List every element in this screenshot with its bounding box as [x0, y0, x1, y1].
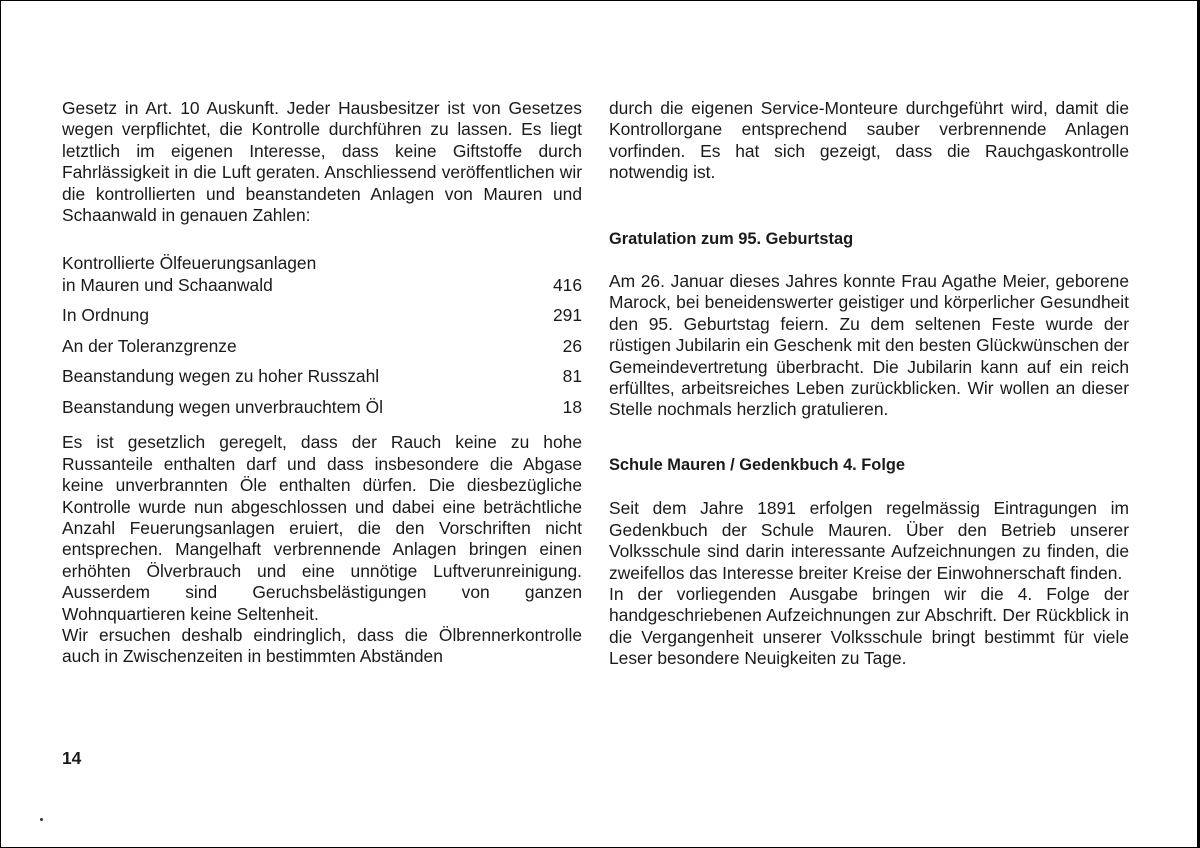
row-value: 81	[562, 366, 582, 387]
left-column	[62, 98, 582, 668]
row-label: An der Toleranzgrenze	[62, 335, 237, 356]
right-column	[609, 98, 1129, 670]
intro-paragraph: Gesetz in Art. 10 Auskunft. Jeder Hausbesitzer ist von Gesetzes wegen verpflichtet, die Kontrolle durchführen zu lassen. Es liegt letztlich im eigenen Interesse, dass keine Giftstoffe durch Fahrlässigkeit in die Luft geraten. Anschliessend veröffentlichen wir die kontrollierten und beanstandeten Anlagen von Mauren und Schaanwald in genauen Zahlen:	[62, 98, 582, 226]
body-paragraph: Es ist gesetzlich geregelt, dass der Rauch keine zu hohe Russanteile enthalten darf und dass insbesondere die Abgase keine unverbrannten Öle enthalten dürfen. Die diesbezügliche Kontrolle wurde nun abgeschlossen und dabei eine beträchtliche Anzahl Feuerungsanlagen eruiert, die den Vorschriften nicht entsprechen. Mangelhaft verbrennende Anlagen bringen einen erhöhten Ölverbrauch und eine unnötige Luftverunreinigung. Ausserdem sind Geruchsbelästigungen von ganzen Wohnquartieren keine Seltenheit.	[62, 432, 582, 624]
table-row	[62, 366, 582, 397]
section-heading: Gratulation zum 95. Geburtstag	[609, 229, 854, 248]
inspection-table	[62, 253, 582, 427]
body-paragraph: Seit dem Jahre 1891 erfolgen regelmässig Eintragungen im Gedenkbuch der Schule Mauren. Über den Betrieb unserer Volksschule sind darin interessante Aufzeichnungen zu finden, die zweifellos das Interesse breiter Kreise der Einwohnerschaft finden.	[609, 498, 1129, 583]
table-row	[62, 336, 582, 367]
table-row	[62, 397, 582, 428]
body-paragraph: In der vorliegenden Ausgabe bringen wir die 4. Folge der handgeschriebenen Aufzeichnungen zur Abschrift. Der Rückblick in die Vergangenheit unserer Volksschule bringt bestimmt für viele Leser besondere Neuigkeiten zu Tage.	[609, 583, 1129, 669]
page-number: 14	[62, 748, 82, 768]
speck	[40, 818, 43, 821]
row-value: 26	[562, 335, 582, 356]
body-paragraph: Wir ersuchen deshalb eindringlich, dass die Ölbrennerkontrolle auch in Zwischenzeiten in bestimmten Abständen	[62, 625, 582, 667]
table-row	[62, 305, 582, 336]
row-value: 18	[562, 396, 582, 417]
row-label: in Mauren und Schaanwald	[62, 274, 273, 295]
body-paragraph: Am 26. Januar dieses Jahres konnte Frau Agathe Meier, geborene Marock, bei beneidenswerter geistiger und körperlicher Gesundheit den 95. Geburtstag feiern. Zu dem seltenen Feste wurde der rüstigen Jubilarin ein Geschenk mit den besten Glückwünschen der Gemeindevertretung überbracht. Die Jubilarin kann auf ein reich erfülltes, arbeitsreiches Leben zurückblicken. Wir wollen an dieser Stelle nochmals herzlich gratulieren.	[609, 271, 1129, 420]
row-value: 291	[552, 305, 582, 326]
table-header-line: Kontrollierte Ölfeuerungsanlagen	[62, 253, 317, 274]
row-value: 416	[552, 274, 582, 295]
row-label: Beanstandung wegen zu hoher Russzahl	[62, 366, 380, 387]
section-heading: Schule Mauren / Gedenkbuch 4. Folge	[609, 455, 905, 474]
body-paragraph: durch die eigenen Service-Monteure durchgeführt wird, damit die Kontrollorgane entsprechend sauber verbrennende Anlagen vorfinden. Es hat sich gezeigt, dass die Rauchgaskontrolle notwendig ist.	[609, 98, 1129, 183]
row-label: In Ordnung	[62, 305, 150, 326]
row-label: Beanstandung wegen unverbrauchtem Öl	[62, 396, 383, 417]
table-row	[62, 275, 582, 306]
